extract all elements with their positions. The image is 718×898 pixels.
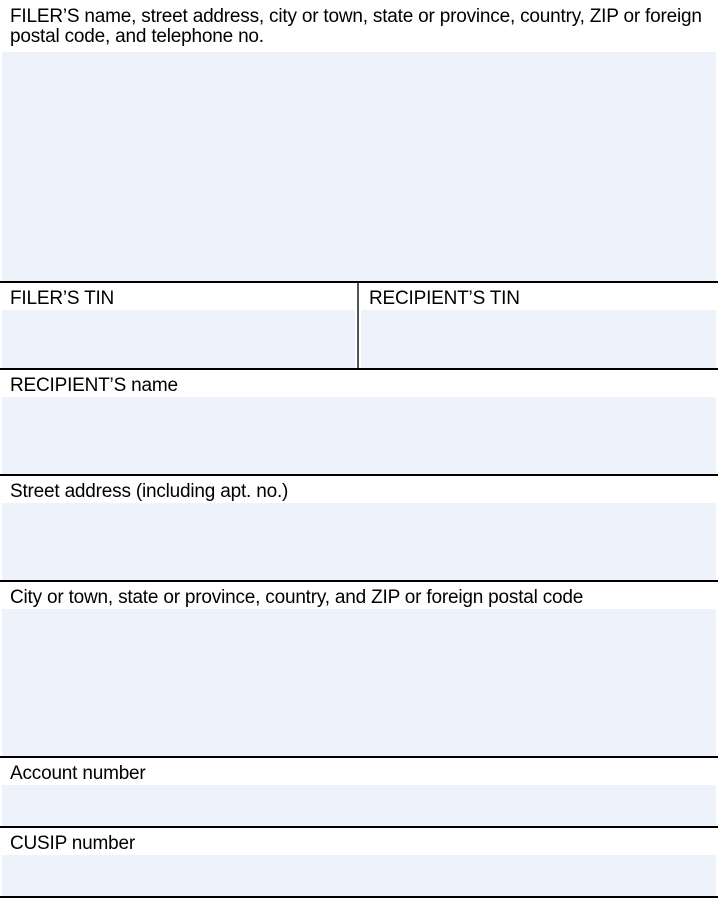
recipient-tin-cell xyxy=(359,283,718,368)
filer-info-row xyxy=(0,0,718,283)
city-row xyxy=(0,582,718,758)
account-number-field[interactable] xyxy=(2,785,716,826)
recipient-name-row xyxy=(0,370,718,476)
cusip-number-label: CUSIP number xyxy=(10,833,136,854)
street-address-label: Street address (including apt. no.) xyxy=(10,481,289,502)
city-label: City or town, state or province, country, and ZIP or foreign postal code xyxy=(10,587,584,608)
cusip-number-row xyxy=(0,828,718,898)
cusip-number-field[interactable] xyxy=(2,855,716,896)
street-address-field[interactable] xyxy=(2,503,716,580)
filer-tin-cell xyxy=(0,283,357,368)
filer-info-field[interactable] xyxy=(2,52,716,281)
filer-tin-field[interactable] xyxy=(2,310,355,368)
recipient-name-label: RECIPIENT’S name xyxy=(10,375,178,396)
city-field[interactable] xyxy=(2,609,716,756)
account-number-label: Account number xyxy=(10,763,146,784)
account-number-row xyxy=(0,758,718,828)
filer-tin-label: FILER’S TIN xyxy=(10,288,115,309)
recipient-name-field[interactable] xyxy=(2,397,716,474)
street-address-row xyxy=(0,476,718,582)
filer-info-label: FILER’S name, street address, city or town, state or province, country, ZIP or foreign postal code, and telephone no. xyxy=(10,6,702,47)
recipient-tin-label: RECIPIENT’S TIN xyxy=(369,288,520,309)
tin-row xyxy=(0,283,718,370)
recipient-tin-field[interactable] xyxy=(361,310,716,368)
